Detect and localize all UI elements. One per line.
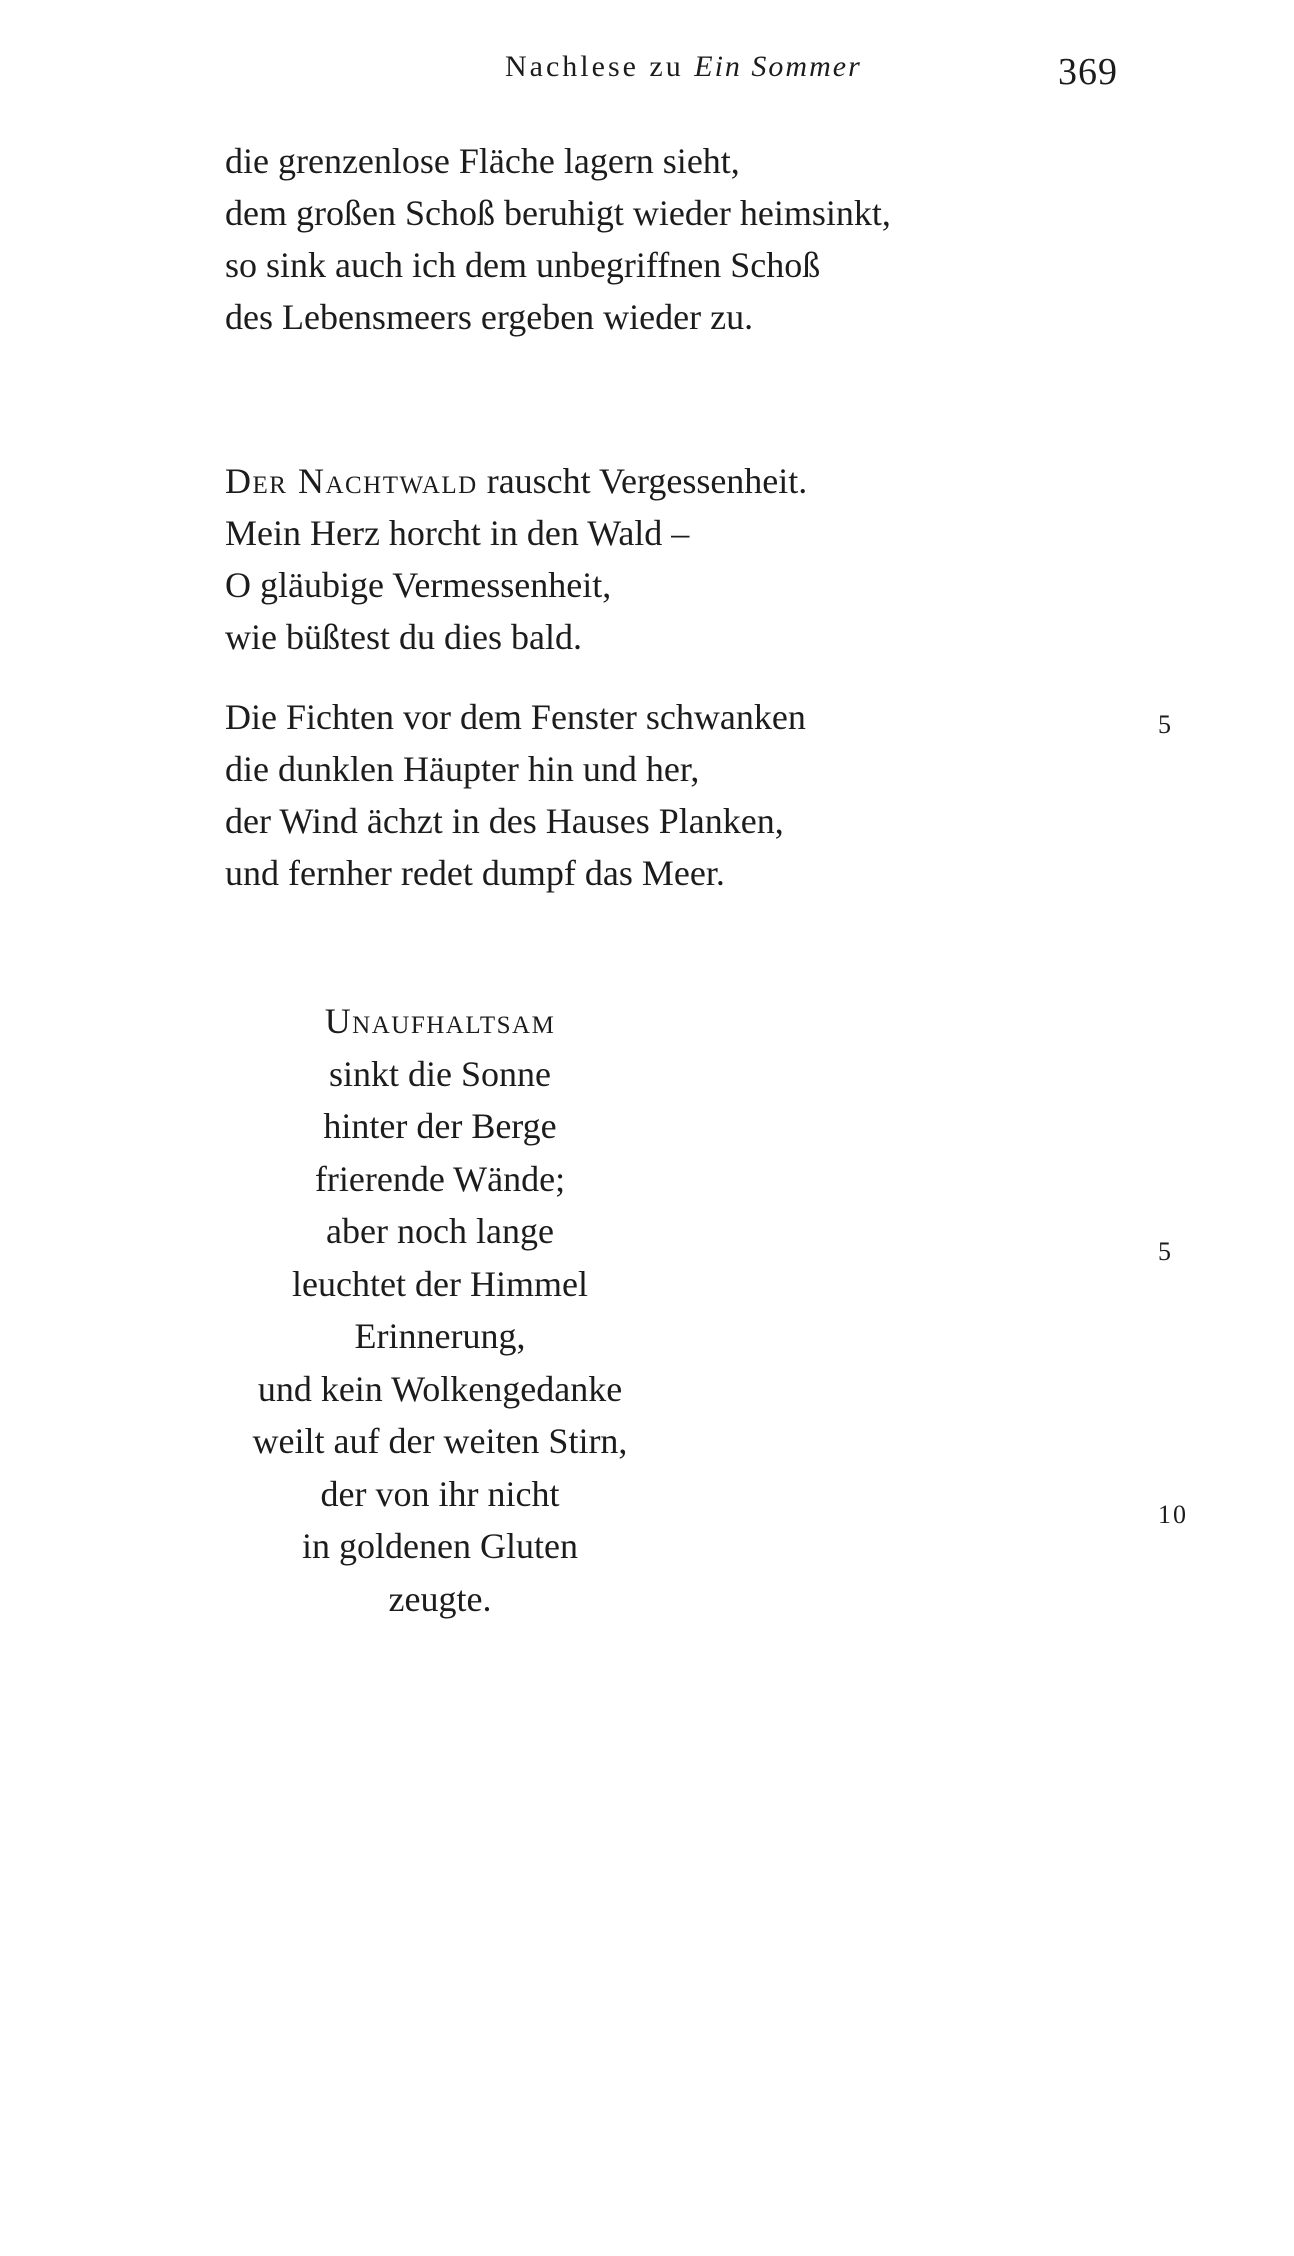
line-number: 5 [1158, 1237, 1173, 1266]
poem-line: hinter der Berge [323, 1106, 557, 1146]
running-title-italic: Ein Sommer [694, 50, 862, 83]
poem-der-nachtwald-stanza-1 [225, 455, 807, 663]
line-number: 5 [1158, 710, 1173, 739]
page-number: 369 [1058, 51, 1118, 93]
running-head [505, 50, 862, 84]
poem-line: frierende Wände; [314, 1158, 566, 1199]
running-title-prefix: Nachlese zu [505, 50, 684, 83]
poem-line: der von ihr nicht [320, 1473, 560, 1514]
poem-unaufhaltsam [200, 995, 680, 1625]
poem-line: und fernher redet dumpf das Meer. [225, 853, 725, 893]
poem-line: so sink auch ich dem unbegriffnen Schoß [225, 245, 821, 285]
poem-line: die grenzenlose Fläche lagern sieht, [225, 141, 740, 181]
poem-line: die dunklen Häupter hin und her, [225, 749, 700, 789]
poem-line: leuchtet der Himmel [292, 1263, 588, 1304]
poem-incipit: Der Nachtwald [225, 461, 478, 501]
poem-line: der Wind ächzt in des Hauses Planken, [225, 801, 784, 841]
poem-line: sinkt die Sonne [329, 1053, 551, 1094]
poem-first-line [225, 455, 807, 507]
poem-line: zeugte. [388, 1578, 492, 1619]
poem-line: wie büßtest du dies bald. [225, 617, 582, 657]
poem-line: weilt auf der weiten Stirn, [252, 1421, 628, 1461]
poem-line: O gläubige Vermessenheit, [225, 565, 612, 605]
poem-line: dem großen Schoß beruhigt wieder heimsinkt, [225, 193, 891, 233]
poem-line: Erinnerung, [354, 1316, 526, 1356]
poem-line: Die Fichten vor dem Fenster schwanken [225, 697, 806, 737]
line-number: 10 [1158, 1500, 1188, 1529]
poem-line: des Lebensmeers ergeben wieder zu. [225, 297, 754, 337]
poem-line: in goldenen Gluten [302, 1526, 578, 1566]
poem-first-line-rest: rauscht Vergessenheit. [477, 461, 808, 501]
poem-line: aber noch lange [326, 1211, 554, 1251]
poem-line: Mein Herz horcht in den Wald – [225, 513, 690, 553]
poem-incipit: Unaufhaltsam [324, 1001, 556, 1041]
poem-der-nachtwald-stanza-2 [225, 691, 806, 899]
poem-continuation [225, 135, 891, 343]
poem-line: und kein Wolkengedanke [257, 1368, 623, 1409]
